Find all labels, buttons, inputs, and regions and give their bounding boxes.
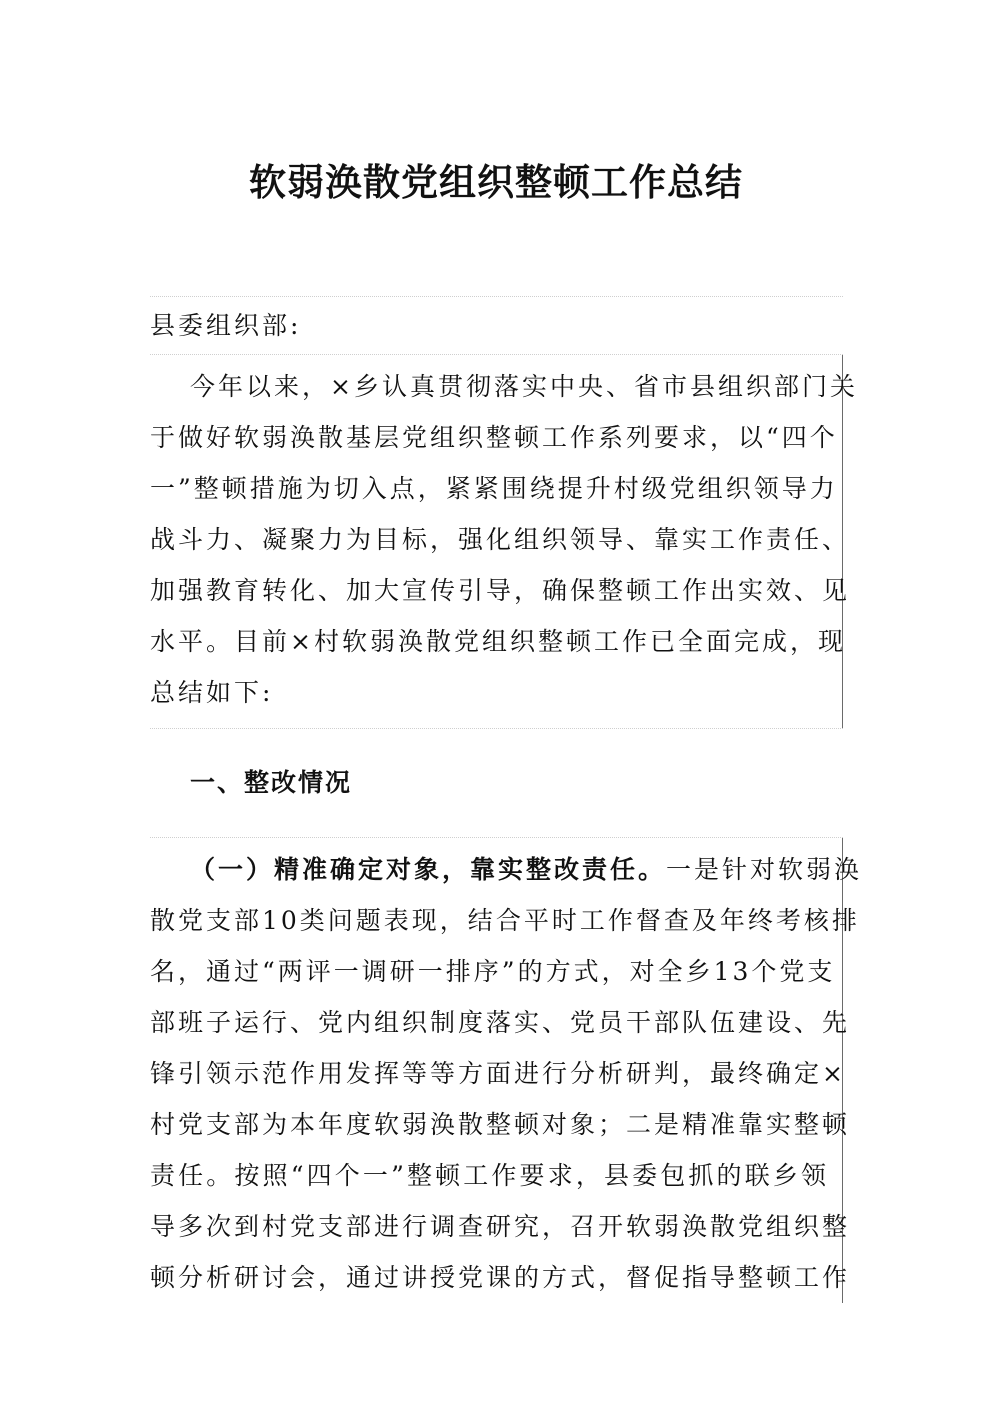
paragraph-line: 总结如下: — [150, 678, 274, 707]
paragraph-line: 责任。按照“四个一”整顿工作要求，县委包抓的联乡领 — [150, 1161, 829, 1190]
divider — [150, 728, 843, 729]
salutation — [150, 297, 843, 354]
paragraph-line: 一”整顿措施为切入点，紧紧围绕提升村级党组织领导力 — [150, 474, 838, 503]
paragraph-line: 散党支部10类问题表现，结合平时工作督查及年终考核排 — [150, 906, 860, 935]
paragraph-line: 村党支部为本年度软弱涣散整顿对象；二是精准靠实整顿 — [150, 1110, 851, 1139]
paragraph-line: 锋引领示范作用发挥等等方面进行分析研判，最终确定× — [150, 1059, 846, 1088]
section-heading: 一、整改情况 — [190, 768, 353, 797]
paragraph-line: 战斗力、凝聚力为目标，强化组织领导、靠实工作责任、 — [150, 525, 851, 554]
paragraph-line: 水平。目前×村软弱涣散党组织整顿工作已全面完成，现 — [150, 627, 846, 656]
paragraph-line: 于做好软弱涣散基层党组织整顿工作系列要求，以“四个 — [150, 423, 838, 452]
paragraph-line — [150, 844, 863, 895]
salutation-text: 县委组织部: — [150, 311, 302, 340]
paragraph-line: 导多次到村党支部进行调查研究，召开软弱涣散党组织整 — [150, 1212, 851, 1241]
paragraph-line: 名，通过“两评一调研一排序”的方式，对全乡13个党支 — [150, 957, 836, 986]
paragraph-line: 顿分析研讨会，通过讲授党课的方式，督促指导整顿工作 — [150, 1263, 851, 1292]
paragraph-line: 今年以来，×乡认真贯彻落实中央、省市县组织部门关 — [190, 372, 858, 401]
document-body — [150, 296, 863, 1303]
document-title: 软弱涣散党组织整顿工作总结 — [249, 160, 743, 204]
intro-paragraph — [150, 355, 858, 728]
subsection-paragraph — [150, 838, 863, 1303]
paragraph-line: 加强教育转化、加大宣传引导，确保整顿工作出实效、见 — [150, 576, 851, 605]
paragraph-line: 部班子运行、党内组织制度落实、党员干部队伍建设、先 — [150, 1008, 851, 1037]
subsection-lead: （一）精准确定对象，靠实整改责任。 — [190, 855, 667, 884]
subsection-lead-rest: 一是针对软弱涣 — [666, 855, 863, 884]
